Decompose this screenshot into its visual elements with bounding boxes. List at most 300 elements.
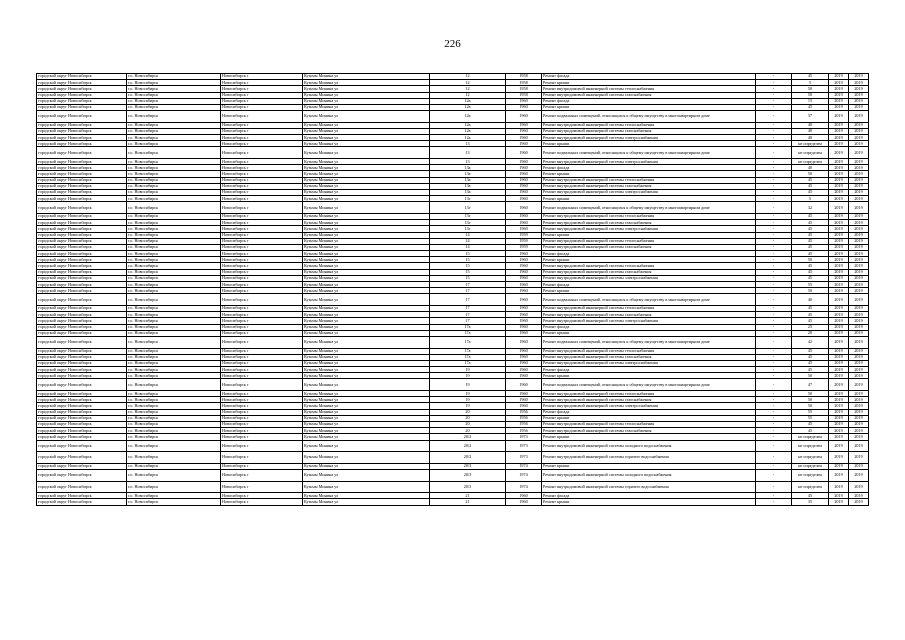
cell-planned-repair-amount: - bbox=[756, 74, 792, 80]
cell-municipal-district: городской округ Новосибирск bbox=[37, 190, 127, 196]
cell-settlement: г.о. Новосибирск bbox=[127, 452, 221, 464]
cell-start-year: 2019 bbox=[829, 257, 849, 263]
cell-planned-repair-amount: - bbox=[756, 391, 792, 397]
cell-cost: 45 bbox=[792, 275, 829, 281]
cell-street: Кузьмы Минина ул bbox=[303, 288, 430, 294]
cell-street: Кузьмы Минина ул bbox=[303, 422, 430, 428]
cell-end-year: 2019 bbox=[849, 282, 869, 288]
cell-cost: 45 bbox=[792, 238, 829, 244]
cell-start-year: 2019 bbox=[829, 275, 849, 281]
cell-house-number: 12а bbox=[430, 111, 506, 123]
cell-street: Кузьмы Минина ул bbox=[303, 226, 430, 232]
cell-build-year: 1960 bbox=[506, 324, 542, 330]
cell-house-number: 17 bbox=[430, 294, 506, 306]
cell-work-type: Ремонт внутридомовой инженерной системы газоснабжения bbox=[542, 183, 756, 189]
cell-cost: 20 bbox=[792, 330, 829, 336]
cell-planned-repair-amount: - bbox=[756, 104, 792, 110]
cell-settlement: г.о. Новосибирск bbox=[127, 141, 221, 147]
cell-start-year: 2019 bbox=[829, 354, 849, 360]
cell-planned-repair-amount: - bbox=[756, 111, 792, 123]
cell-build-year: 1960 bbox=[506, 391, 542, 397]
cell-build-year: 1960 bbox=[506, 226, 542, 232]
cell-locality: Новосибирск г bbox=[221, 226, 303, 232]
cell-build-year: 1960 bbox=[506, 135, 542, 141]
cell-house-number: 17а bbox=[430, 354, 506, 360]
cell-street: Кузьмы Минина ул bbox=[303, 269, 430, 275]
cell-cost: не определен bbox=[792, 463, 829, 469]
cell-street: Кузьмы Минина ул bbox=[303, 177, 430, 183]
cell-settlement: г.о. Новосибирск bbox=[127, 257, 221, 263]
cell-locality: Новосибирск г bbox=[221, 391, 303, 397]
cell-build-year: 1960 bbox=[506, 111, 542, 123]
cell-build-year: 1960 bbox=[506, 165, 542, 171]
cell-start-year: 2019 bbox=[829, 190, 849, 196]
cell-end-year: 2019 bbox=[849, 220, 869, 226]
cell-start-year: 2019 bbox=[829, 196, 849, 202]
cell-settlement: г.о. Новосибирск bbox=[127, 373, 221, 379]
cell-locality: Новосибирск г bbox=[221, 220, 303, 226]
cell-locality: Новосибирск г bbox=[221, 330, 303, 336]
cell-start-year: 2019 bbox=[829, 238, 849, 244]
cell-cost: 55 bbox=[792, 409, 829, 415]
cell-cost: не определен bbox=[792, 440, 829, 452]
cell-work-type: Ремонт крыши bbox=[542, 232, 756, 238]
cell-planned-repair-amount: - bbox=[756, 409, 792, 415]
cell-house-number: 19 bbox=[430, 403, 506, 409]
cell-cost: 45 bbox=[792, 220, 829, 226]
cell-work-type: Ремонт подвальных помещений, относящихся к общему имуществу в многоквартирном доме bbox=[542, 202, 756, 214]
cell-street: Кузьмы Минина ул bbox=[303, 190, 430, 196]
cell-work-type: Ремонт фасада bbox=[542, 493, 756, 499]
cell-street: Кузьмы Минина ул bbox=[303, 391, 430, 397]
cell-settlement: г.о. Новосибирск bbox=[127, 238, 221, 244]
cell-work-type: Ремонт фасада bbox=[542, 98, 756, 104]
cell-planned-repair-amount: - bbox=[756, 190, 792, 196]
cell-start-year: 2019 bbox=[829, 367, 849, 373]
cell-work-type: Ремонт внутридомовой инженерной системы газоснабжения bbox=[542, 428, 756, 434]
cell-municipal-district: городской округ Новосибирск bbox=[37, 202, 127, 214]
cell-build-year: 1960 bbox=[506, 128, 542, 134]
cell-planned-repair-amount: - bbox=[756, 330, 792, 336]
cell-settlement: г.о. Новосибирск bbox=[127, 428, 221, 434]
cell-municipal-district: городской округ Новосибирск bbox=[37, 360, 127, 366]
cell-build-year: 1959 bbox=[506, 244, 542, 250]
cell-end-year: 2019 bbox=[849, 409, 869, 415]
cell-build-year: 1958 bbox=[506, 80, 542, 86]
cell-end-year: 2019 bbox=[849, 244, 869, 250]
cell-house-number: 17 bbox=[430, 306, 506, 312]
cell-build-year: 1960 bbox=[506, 196, 542, 202]
cell-end-year: 2019 bbox=[849, 202, 869, 214]
cell-house-number: 12 bbox=[430, 92, 506, 98]
cell-work-type: Ремонт внутридомовой инженерной системы электроснабжения bbox=[542, 135, 756, 141]
cell-settlement: г.о. Новосибирск bbox=[127, 481, 221, 493]
cell-street: Кузьмы Минина ул bbox=[303, 171, 430, 177]
cell-locality: Новосибирск г bbox=[221, 373, 303, 379]
cell-municipal-district: городской округ Новосибирск bbox=[37, 288, 127, 294]
cell-municipal-district: городской округ Новосибирск bbox=[37, 469, 127, 481]
cell-municipal-district: городской округ Новосибирск bbox=[37, 324, 127, 330]
cell-locality: Новосибирск г bbox=[221, 213, 303, 219]
table-row bbox=[37, 202, 869, 214]
cell-cost: 50 bbox=[792, 288, 829, 294]
cell-house-number: 13г bbox=[430, 213, 506, 219]
cell-start-year: 2019 bbox=[829, 452, 849, 464]
cell-cost: 50 bbox=[792, 92, 829, 98]
cell-locality: Новосибирск г bbox=[221, 336, 303, 348]
cell-settlement: г.о. Новосибирск bbox=[127, 336, 221, 348]
cell-cost: 15 bbox=[792, 98, 829, 104]
cell-cost: 45 bbox=[792, 360, 829, 366]
cell-build-year: 1973 bbox=[506, 434, 542, 440]
cell-end-year: 2019 bbox=[849, 111, 869, 123]
cell-start-year: 2019 bbox=[829, 499, 849, 505]
cell-house-number: 12 bbox=[430, 86, 506, 92]
cell-municipal-district: городской округ Новосибирск bbox=[37, 159, 127, 165]
cell-locality: Новосибирск г bbox=[221, 171, 303, 177]
cell-cost: 40 bbox=[792, 165, 829, 171]
cell-cost: 45 bbox=[792, 348, 829, 354]
cell-build-year: 1960 bbox=[506, 348, 542, 354]
cell-cost: 45 bbox=[792, 226, 829, 232]
cell-municipal-district: городской округ Новосибирск bbox=[37, 251, 127, 257]
cell-start-year: 2019 bbox=[829, 122, 849, 128]
cell-municipal-district: городской округ Новосибирск bbox=[37, 74, 127, 80]
cell-planned-repair-amount: - bbox=[756, 92, 792, 98]
cell-street: Кузьмы Минина ул bbox=[303, 98, 430, 104]
cell-work-type: Ремонт внутридомовой инженерной системы электроснабжения bbox=[542, 159, 756, 165]
cell-cost: 40 bbox=[792, 294, 829, 306]
cell-end-year: 2019 bbox=[849, 373, 869, 379]
cell-start-year: 2019 bbox=[829, 306, 849, 312]
cell-planned-repair-amount: - bbox=[756, 373, 792, 379]
cell-work-type: Ремонт внутридомовой инженерной системы горячего водоснабжения bbox=[542, 481, 756, 493]
cell-settlement: г.о. Новосибирск bbox=[127, 367, 221, 373]
cell-cost: не определен bbox=[792, 159, 829, 165]
cell-street: Кузьмы Минина ул bbox=[303, 463, 430, 469]
cell-settlement: г.о. Новосибирск bbox=[127, 469, 221, 481]
cell-house-number: 17 bbox=[430, 282, 506, 288]
cell-municipal-district: городской округ Новосибирск bbox=[37, 165, 127, 171]
cell-end-year: 2019 bbox=[849, 104, 869, 110]
cell-work-type: Ремонт внутридомовой инженерной системы теплоснабжения bbox=[542, 213, 756, 219]
cell-build-year: 1974 bbox=[506, 463, 542, 469]
cell-street: Кузьмы Минина ул bbox=[303, 257, 430, 263]
cell-settlement: г.о. Новосибирск bbox=[127, 213, 221, 219]
cell-start-year: 2019 bbox=[829, 159, 849, 165]
cell-street: Кузьмы Минина ул bbox=[303, 324, 430, 330]
cell-cost: 45 bbox=[792, 367, 829, 373]
cell-municipal-district: городской округ Новосибирск bbox=[37, 391, 127, 397]
cell-cost: 45 bbox=[792, 312, 829, 318]
cell-work-type: Ремонт крыши bbox=[542, 463, 756, 469]
cell-work-type: Ремонт крыши bbox=[542, 330, 756, 336]
cell-work-type: Ремонт внутридомовой инженерной системы электроснабжения bbox=[542, 275, 756, 281]
cell-build-year: 1960 bbox=[506, 360, 542, 366]
cell-planned-repair-amount: - bbox=[756, 98, 792, 104]
cell-work-type: Ремонт внутридомовой инженерной системы теплоснабжения bbox=[542, 391, 756, 397]
cell-planned-repair-amount: - bbox=[756, 86, 792, 92]
cell-street: Кузьмы Минина ул bbox=[303, 373, 430, 379]
cell-start-year: 2019 bbox=[829, 434, 849, 440]
cell-settlement: г.о. Новосибирск bbox=[127, 379, 221, 391]
cell-end-year: 2019 bbox=[849, 318, 869, 324]
cell-house-number: 13а bbox=[430, 183, 506, 189]
cell-planned-repair-amount: - bbox=[756, 232, 792, 238]
cell-locality: Новосибирск г bbox=[221, 275, 303, 281]
cell-end-year: 2019 bbox=[849, 463, 869, 469]
cell-settlement: г.о. Новосибирск bbox=[127, 251, 221, 257]
cell-municipal-district: городской округ Новосибирск bbox=[37, 415, 127, 421]
cell-locality: Новосибирск г bbox=[221, 282, 303, 288]
cell-cost: 45 bbox=[792, 104, 829, 110]
cell-cost: 45 bbox=[792, 354, 829, 360]
cell-end-year: 2019 bbox=[849, 80, 869, 86]
cell-end-year: 2019 bbox=[849, 232, 869, 238]
cell-cost: 50 bbox=[792, 403, 829, 409]
cell-planned-repair-amount: - bbox=[756, 183, 792, 189]
cell-municipal-district: городской округ Новосибирск bbox=[37, 294, 127, 306]
cell-start-year: 2019 bbox=[829, 463, 849, 469]
table-row bbox=[37, 452, 869, 464]
cell-work-type: Ремонт внутридомовой инженерной системы теплоснабжения bbox=[542, 86, 756, 92]
cell-house-number: 19 bbox=[430, 379, 506, 391]
cell-start-year: 2019 bbox=[829, 128, 849, 134]
cell-municipal-district: городской округ Новосибирск bbox=[37, 409, 127, 415]
cell-locality: Новосибирск г bbox=[221, 190, 303, 196]
table-row bbox=[37, 440, 869, 452]
cell-work-type: Ремонт крыши bbox=[542, 141, 756, 147]
cell-municipal-district: городской округ Новосибирск bbox=[37, 481, 127, 493]
cell-start-year: 2019 bbox=[829, 141, 849, 147]
cell-settlement: г.о. Новосибирск bbox=[127, 415, 221, 421]
cell-planned-repair-amount: - bbox=[756, 481, 792, 493]
cell-planned-repair-amount: - bbox=[756, 141, 792, 147]
cell-work-type: Ремонт крыши bbox=[542, 499, 756, 505]
cell-locality: Новосибирск г bbox=[221, 128, 303, 134]
cell-municipal-district: городской округ Новосибирск bbox=[37, 403, 127, 409]
cell-municipal-district: городской округ Новосибирск bbox=[37, 183, 127, 189]
cell-settlement: г.о. Новосибирск bbox=[127, 232, 221, 238]
cell-municipal-district: городской округ Новосибирск bbox=[37, 336, 127, 348]
cell-house-number: 21 bbox=[430, 493, 506, 499]
cell-municipal-district: городской округ Новосибирск bbox=[37, 177, 127, 183]
cell-house-number: 17 bbox=[430, 288, 506, 294]
cell-end-year: 2019 bbox=[849, 434, 869, 440]
cell-settlement: г.о. Новосибирск bbox=[127, 403, 221, 409]
cell-start-year: 2019 bbox=[829, 111, 849, 123]
cell-settlement: г.о. Новосибирск bbox=[127, 171, 221, 177]
cell-municipal-district: городской округ Новосибирск bbox=[37, 348, 127, 354]
cell-settlement: г.о. Новосибирск bbox=[127, 275, 221, 281]
cell-settlement: г.о. Новосибирск bbox=[127, 122, 221, 128]
cell-locality: Новосибирск г bbox=[221, 403, 303, 409]
cell-planned-repair-amount: - bbox=[756, 379, 792, 391]
cell-municipal-district: городской округ Новосибирск bbox=[37, 306, 127, 312]
cell-house-number: 13 bbox=[430, 159, 506, 165]
cell-planned-repair-amount: - bbox=[756, 226, 792, 232]
cell-build-year: 1960 bbox=[506, 493, 542, 499]
cell-municipal-district: городской округ Новосибирск bbox=[37, 499, 127, 505]
cell-cost: 25 bbox=[792, 324, 829, 330]
cell-cost: 50 bbox=[792, 171, 829, 177]
cell-locality: Новосибирск г bbox=[221, 92, 303, 98]
cell-municipal-district: городской округ Новосибирск bbox=[37, 397, 127, 403]
cell-planned-repair-amount: - bbox=[756, 360, 792, 366]
cell-locality: Новосибирск г bbox=[221, 360, 303, 366]
cell-settlement: г.о. Новосибирск bbox=[127, 190, 221, 196]
cell-planned-repair-amount: - bbox=[756, 165, 792, 171]
cell-street: Кузьмы Минина ул bbox=[303, 92, 430, 98]
cell-house-number: 20/2 bbox=[430, 452, 506, 464]
cell-settlement: г.о. Новосибирск bbox=[127, 196, 221, 202]
cell-start-year: 2019 bbox=[829, 493, 849, 499]
cell-house-number: 20 bbox=[430, 422, 506, 428]
cell-build-year: 1960 bbox=[506, 294, 542, 306]
cell-start-year: 2019 bbox=[829, 318, 849, 324]
cell-end-year: 2019 bbox=[849, 263, 869, 269]
cell-street: Кузьмы Минина ул bbox=[303, 104, 430, 110]
cell-end-year: 2019 bbox=[849, 330, 869, 336]
cell-locality: Новосибирск г bbox=[221, 306, 303, 312]
cell-start-year: 2019 bbox=[829, 80, 849, 86]
cell-start-year: 2019 bbox=[829, 232, 849, 238]
cell-build-year: 1960 bbox=[506, 367, 542, 373]
cell-planned-repair-amount: - bbox=[756, 397, 792, 403]
cell-locality: Новосибирск г bbox=[221, 318, 303, 324]
cell-cost: 45 bbox=[792, 306, 829, 312]
cell-locality: Новосибирск г bbox=[221, 238, 303, 244]
cell-work-type: Ремонт подвальных помещений, относящихся к общему имуществу в многоквартирном доме bbox=[542, 336, 756, 348]
cell-house-number: 12а bbox=[430, 98, 506, 104]
cell-street: Кузьмы Минина ул bbox=[303, 409, 430, 415]
cell-cost: 45 bbox=[792, 422, 829, 428]
cell-end-year: 2019 bbox=[849, 403, 869, 409]
cell-end-year: 2019 bbox=[849, 74, 869, 80]
cell-municipal-district: городской округ Новосибирск bbox=[37, 452, 127, 464]
cell-municipal-district: городской округ Новосибирск bbox=[37, 463, 127, 469]
cell-start-year: 2019 bbox=[829, 324, 849, 330]
cell-municipal-district: городской округ Новосибирск bbox=[37, 428, 127, 434]
cell-municipal-district: городской округ Новосибирск bbox=[37, 282, 127, 288]
cell-municipal-district: городской округ Новосибирск bbox=[37, 232, 127, 238]
cell-cost: 47 bbox=[792, 379, 829, 391]
cell-build-year: 1974 bbox=[506, 469, 542, 481]
cell-municipal-district: городской округ Новосибирск bbox=[37, 373, 127, 379]
cell-street: Кузьмы Минина ул bbox=[303, 282, 430, 288]
cell-build-year: 1960 bbox=[506, 397, 542, 403]
cell-planned-repair-amount: - bbox=[756, 354, 792, 360]
cell-end-year: 2019 bbox=[849, 452, 869, 464]
cell-end-year: 2019 bbox=[849, 141, 869, 147]
cell-municipal-district: городской округ Новосибирск bbox=[37, 275, 127, 281]
cell-end-year: 2019 bbox=[849, 269, 869, 275]
cell-work-type: Ремонт внутридомовой инженерной системы теплоснабжения bbox=[542, 177, 756, 183]
cell-build-year: 1960 bbox=[506, 269, 542, 275]
cell-build-year: 1974 bbox=[506, 481, 542, 493]
cell-settlement: г.о. Новосибирск bbox=[127, 499, 221, 505]
cell-settlement: г.о. Новосибирск bbox=[127, 463, 221, 469]
cell-planned-repair-amount: - bbox=[756, 294, 792, 306]
cell-work-type: Ремонт фасада bbox=[542, 367, 756, 373]
table-row bbox=[37, 469, 869, 481]
cell-locality: Новосибирск г bbox=[221, 74, 303, 80]
cell-house-number: 17а bbox=[430, 360, 506, 366]
cell-house-number: 13а bbox=[430, 165, 506, 171]
cell-municipal-district: городской округ Новосибирск bbox=[37, 135, 127, 141]
cell-start-year: 2019 bbox=[829, 171, 849, 177]
cell-work-type: Ремонт внутридомовой инженерной системы газоснабжения bbox=[542, 269, 756, 275]
cell-start-year: 2019 bbox=[829, 312, 849, 318]
cell-municipal-district: городской округ Новосибирск bbox=[37, 367, 127, 373]
cell-cost: 40 bbox=[792, 135, 829, 141]
cell-street: Кузьмы Минина ул bbox=[303, 379, 430, 391]
cell-house-number: 19 bbox=[430, 373, 506, 379]
cell-cost: не определен bbox=[792, 147, 829, 159]
cell-work-type: Ремонт крыши bbox=[542, 171, 756, 177]
cell-build-year: 1959 bbox=[506, 238, 542, 244]
cell-work-type: Ремонт крыши bbox=[542, 373, 756, 379]
cell-cost: 50 bbox=[792, 391, 829, 397]
cell-work-type: Ремонт фасада bbox=[542, 282, 756, 288]
cell-municipal-district: городской округ Новосибирск bbox=[37, 122, 127, 128]
cell-end-year: 2019 bbox=[849, 165, 869, 171]
cell-build-year: 1956 bbox=[506, 422, 542, 428]
cell-street: Кузьмы Минина ул bbox=[303, 360, 430, 366]
table-row bbox=[37, 111, 869, 123]
cell-street: Кузьмы Минина ул bbox=[303, 232, 430, 238]
cell-locality: Новосибирск г bbox=[221, 452, 303, 464]
cell-build-year: 1960 bbox=[506, 159, 542, 165]
cell-locality: Новосибирск г bbox=[221, 183, 303, 189]
cell-planned-repair-amount: - bbox=[756, 122, 792, 128]
cell-house-number: 12а bbox=[430, 122, 506, 128]
cell-start-year: 2019 bbox=[829, 177, 849, 183]
cell-municipal-district: городской округ Новосибирск bbox=[37, 434, 127, 440]
cell-build-year: 1956 bbox=[506, 428, 542, 434]
cell-settlement: г.о. Новосибирск bbox=[127, 312, 221, 318]
repair-schedule-table bbox=[36, 73, 869, 506]
cell-house-number: 19 bbox=[430, 391, 506, 397]
cell-start-year: 2019 bbox=[829, 183, 849, 189]
cell-start-year: 2019 bbox=[829, 422, 849, 428]
cell-end-year: 2019 bbox=[849, 190, 869, 196]
cell-build-year: 1960 bbox=[506, 336, 542, 348]
cell-end-year: 2019 bbox=[849, 415, 869, 421]
cell-start-year: 2019 bbox=[829, 104, 849, 110]
cell-start-year: 2019 bbox=[829, 226, 849, 232]
cell-house-number: 17 bbox=[430, 312, 506, 318]
cell-settlement: г.о. Новосибирск bbox=[127, 348, 221, 354]
cell-locality: Новосибирск г bbox=[221, 257, 303, 263]
cell-cost: 35 bbox=[792, 499, 829, 505]
cell-street: Кузьмы Минина ул bbox=[303, 469, 430, 481]
cell-end-year: 2019 bbox=[849, 275, 869, 281]
cell-house-number: 19 bbox=[430, 367, 506, 373]
cell-municipal-district: городской округ Новосибирск bbox=[37, 86, 127, 92]
cell-municipal-district: городской округ Новосибирск bbox=[37, 379, 127, 391]
cell-end-year: 2019 bbox=[849, 422, 869, 428]
cell-start-year: 2019 bbox=[829, 481, 849, 493]
cell-street: Кузьмы Минина ул bbox=[303, 312, 430, 318]
cell-planned-repair-amount: - bbox=[756, 171, 792, 177]
cell-settlement: г.о. Новосибирск bbox=[127, 165, 221, 171]
cell-locality: Новосибирск г bbox=[221, 348, 303, 354]
cell-cost: 55 bbox=[792, 282, 829, 288]
cell-build-year: 1973 bbox=[506, 452, 542, 464]
cell-street: Кузьмы Минина ул bbox=[303, 251, 430, 257]
cell-end-year: 2019 bbox=[849, 481, 869, 493]
